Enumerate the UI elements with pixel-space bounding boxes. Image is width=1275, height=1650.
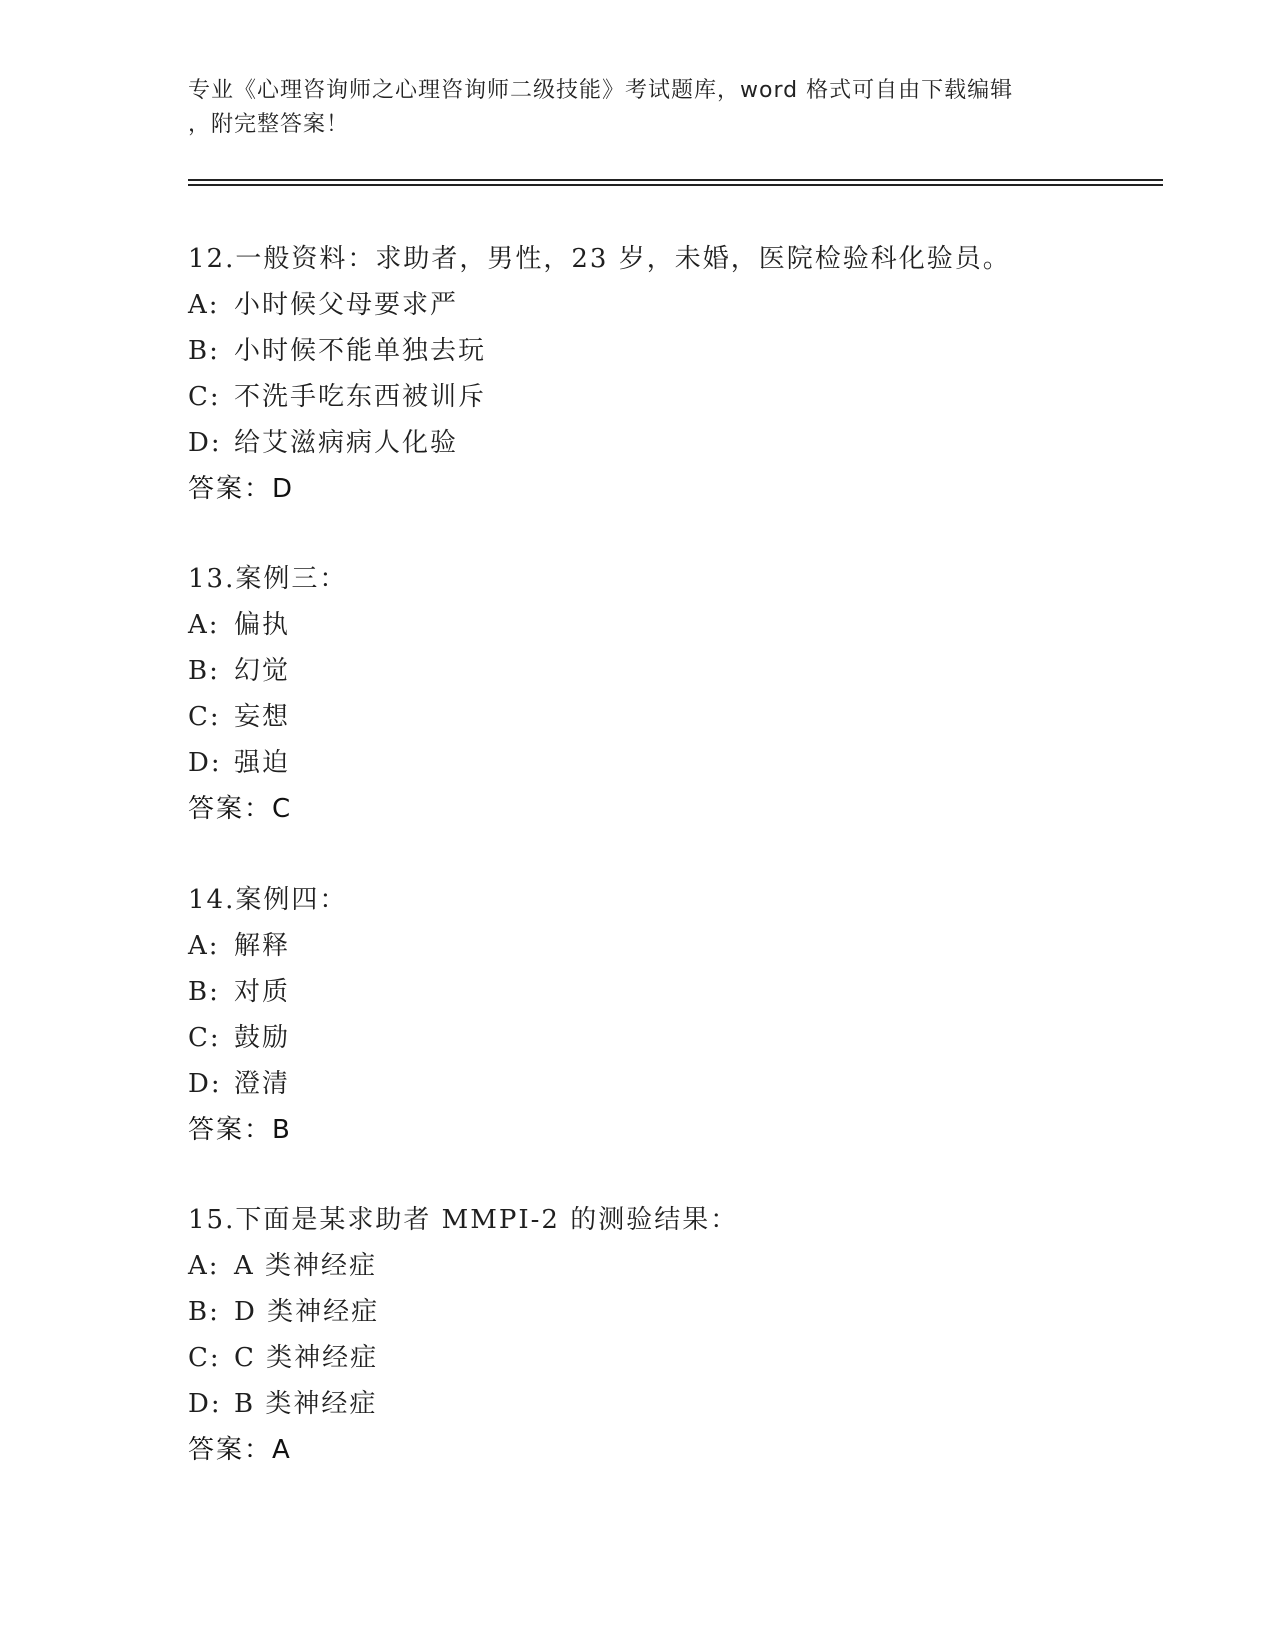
option-text: 对质 xyxy=(234,977,291,1007)
option-b xyxy=(188,328,1148,374)
option-letter: B: xyxy=(188,1297,220,1327)
option-d xyxy=(188,1061,1148,1107)
question-15 xyxy=(188,1197,1148,1473)
option-text: 不洗手吃东西被训斥 xyxy=(234,382,487,412)
option-letter: C: xyxy=(188,702,221,732)
option-d xyxy=(188,1381,1148,1427)
option-d xyxy=(188,420,1148,466)
header-line-2: ，附完整答案！ xyxy=(188,112,350,137)
option-text: 小时候不能单独去玩 xyxy=(234,336,487,366)
question-stem: 14.案例四： xyxy=(188,885,348,915)
option-c xyxy=(188,1335,1148,1381)
question-13 xyxy=(188,556,1148,832)
option-letter: D: xyxy=(188,1069,222,1099)
option-b xyxy=(188,969,1148,1015)
option-letter: B: xyxy=(188,336,220,366)
option-text: 偏执 xyxy=(234,610,291,640)
option-letter: A: xyxy=(188,610,220,640)
document-header xyxy=(188,74,1088,142)
question-stem: 15.下面是某求助者 MMPI-2 的测验结果： xyxy=(188,1205,739,1235)
header-divider-top xyxy=(188,179,1163,181)
option-letter: C: xyxy=(188,1023,221,1053)
option-letter: C: xyxy=(188,1343,221,1373)
question-stem: 12.一般资料：求助者，男性，23 岁，未婚，医院检验科化验员。 xyxy=(188,244,1011,274)
option-text: 幻觉 xyxy=(234,656,291,686)
option-c xyxy=(188,374,1148,420)
question-12 xyxy=(188,236,1148,512)
option-text: B 类神经症 xyxy=(234,1389,378,1419)
option-text: D 类神经症 xyxy=(234,1297,380,1327)
option-text: 澄清 xyxy=(234,1069,291,1099)
answer-line: 答案：D xyxy=(188,474,295,504)
question-14 xyxy=(188,877,1148,1153)
option-c xyxy=(188,1015,1148,1061)
option-b xyxy=(188,1289,1148,1335)
option-letter: A: xyxy=(188,931,220,961)
option-letter: D: xyxy=(188,428,222,458)
option-text: 给艾滋病病人化验 xyxy=(234,428,459,458)
option-letter: D: xyxy=(188,748,222,778)
option-text: 小时候父母要求严 xyxy=(234,290,459,320)
answer-line: 答案：C xyxy=(188,794,293,824)
option-letter: A: xyxy=(188,290,220,320)
answer-line: 答案：A xyxy=(188,1435,292,1465)
option-letter: A: xyxy=(188,1251,220,1281)
question-stem: 13.案例三： xyxy=(188,564,348,594)
option-a xyxy=(188,1243,1148,1289)
option-a xyxy=(188,282,1148,328)
option-letter: B: xyxy=(188,656,220,686)
option-text: C 类神经症 xyxy=(234,1343,379,1373)
option-letter: B: xyxy=(188,977,220,1007)
option-d xyxy=(188,740,1148,786)
option-c xyxy=(188,694,1148,740)
option-b xyxy=(188,648,1148,694)
option-text: 解释 xyxy=(234,931,291,961)
header-divider-bottom xyxy=(188,184,1163,186)
option-a xyxy=(188,602,1148,648)
header-line-1: 专业《心理咨询师之心理咨询师二级技能》考试题库，word 格式可自由下载编辑 xyxy=(188,78,1014,103)
answer-line: 答案：B xyxy=(188,1115,292,1145)
option-a xyxy=(188,923,1148,969)
option-letter: D: xyxy=(188,1389,222,1419)
option-text: 妄想 xyxy=(234,702,291,732)
option-text: 鼓励 xyxy=(234,1023,291,1053)
option-text: A 类神经症 xyxy=(234,1251,378,1281)
option-text: 强迫 xyxy=(234,748,291,778)
option-letter: C: xyxy=(188,382,221,412)
